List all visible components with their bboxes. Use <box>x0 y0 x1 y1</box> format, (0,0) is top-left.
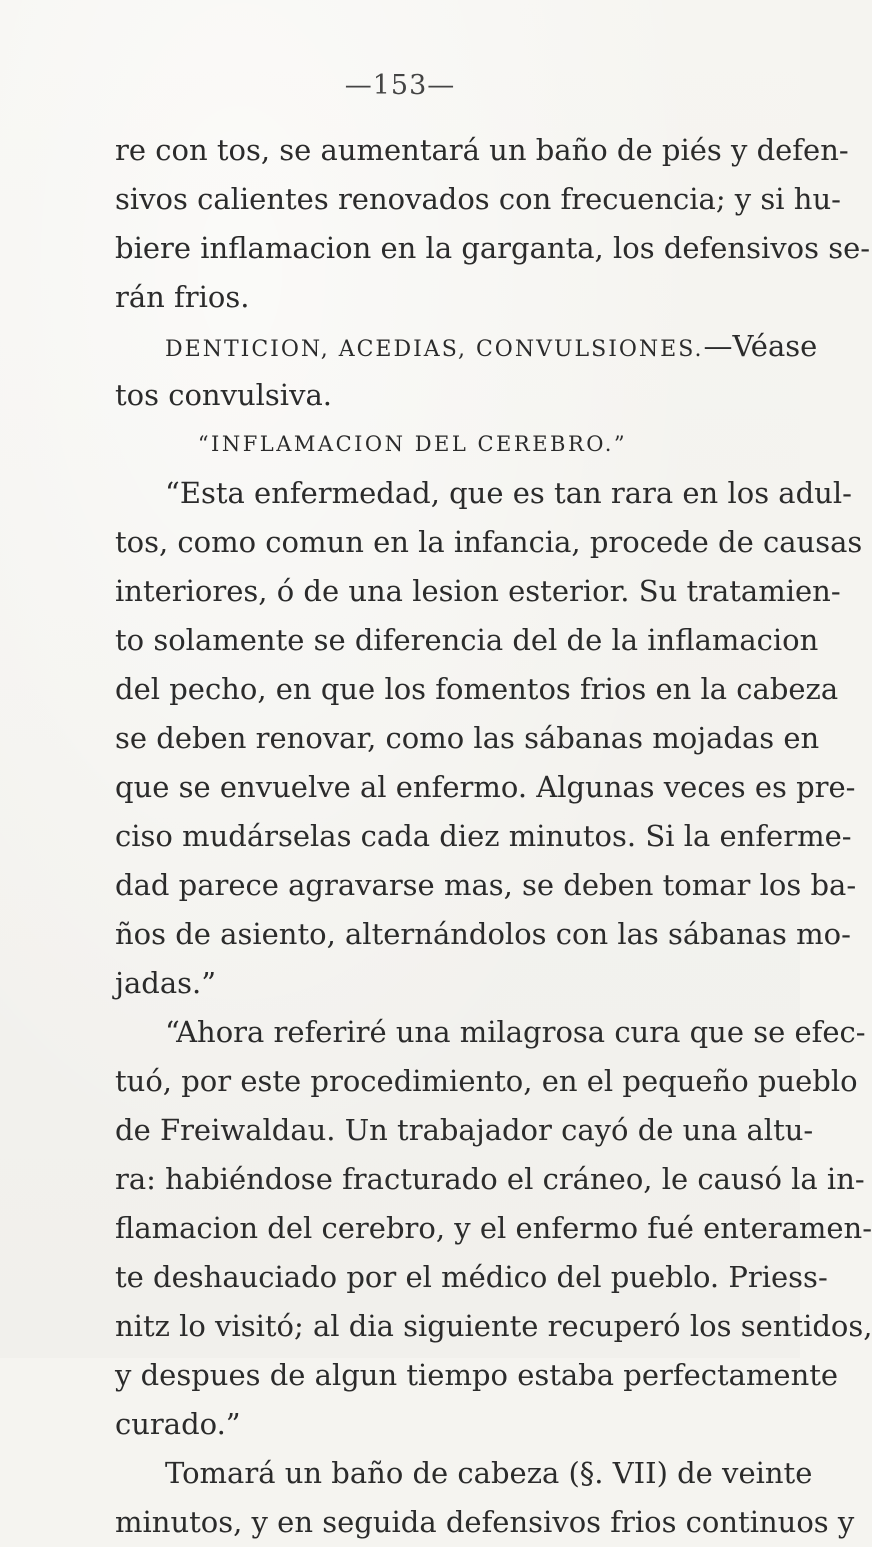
paragraph-line: se deben renovar, como las sábanas mojadas en <box>115 721 820 755</box>
paragraph-line: ra: habiéndose fracturado el cráneo, le causó la in- <box>115 1162 865 1196</box>
paragraph-line: nitz lo visitó; al dia siguiente recuperó los sentidos, <box>115 1309 872 1343</box>
paragraph-2 <box>115 1008 872 1449</box>
paragraph-line: del pecho, en que los fomentos frios en la cabeza <box>115 672 839 706</box>
paragraph-line: dad parece agravarse mas, se deben tomar los ba- <box>115 868 857 902</box>
cross-reference: —Véase <box>703 329 818 363</box>
paragraph-line: que se envuelve al enfermo. Algunas veces es pre- <box>115 770 856 804</box>
paragraph-line: “Esta enfermedad, que es tan rara en los adul- <box>165 476 852 510</box>
text-line: rán frios. <box>115 280 250 314</box>
paragraph-3 <box>115 1449 855 1547</box>
section-heading: “INFLAMACION DEL CEREBRO.” <box>197 432 628 456</box>
page-number: —153— <box>344 70 456 101</box>
paragraph-line: curado.” <box>115 1407 241 1441</box>
paragraph-line: ciso mudárselas cada diez minutos. Si la enferme- <box>115 819 852 853</box>
paragraph-line: jadas.” <box>115 966 217 1000</box>
paragraph-line: tuó, por este procedimiento, en el pequeño pueblo <box>115 1064 858 1098</box>
paragraph-line: “Ahora referiré una milagrosa cura que se efec- <box>165 1015 866 1049</box>
text-line: sivos calientes renovados con frecuencia; y si hu- <box>115 182 841 216</box>
paragraph-1 <box>115 469 863 1008</box>
paragraph-line: Tomará un baño de cabeza (§. VII) de veinte <box>165 1456 813 1490</box>
paragraph-line: flamacion del cerebro, y el enfermo fué enteramen- <box>115 1211 872 1245</box>
section-title-caps: DENTICION, ACEDIAS, CONVULSIONES. <box>165 337 704 362</box>
text-line: tos convulsiva. <box>115 378 332 412</box>
paragraph-line: y despues de algun tiempo estaba perfectamente <box>115 1358 839 1392</box>
section-entry-denticion <box>115 322 818 371</box>
text-line: biere inflamacion en la garganta, los defensivos se- <box>115 231 871 265</box>
paragraph-line: tos, como comun en la infancia, procede de causas <box>115 525 863 559</box>
paragraph-line: te deshauciado por el médico del pueblo. Priess- <box>115 1260 828 1294</box>
body-text <box>115 126 872 1547</box>
text-line: re con tos, se aumentará un baño de piés y defen- <box>115 133 849 167</box>
paragraph-line: minutos, y en seguida defensivos frios continuos y <box>115 1505 855 1539</box>
paragraph-line: interiores, ó de una lesion esterior. Su tratamien- <box>115 574 841 608</box>
paragraph-line: ños de asiento, alternándolos con las sábanas mo- <box>115 917 851 951</box>
paragraph-line: to solamente se diferencia del de la inflamacion <box>115 623 819 657</box>
paragraph-line: de Freiwaldau. Un trabajador cayó de una altu- <box>115 1113 814 1147</box>
